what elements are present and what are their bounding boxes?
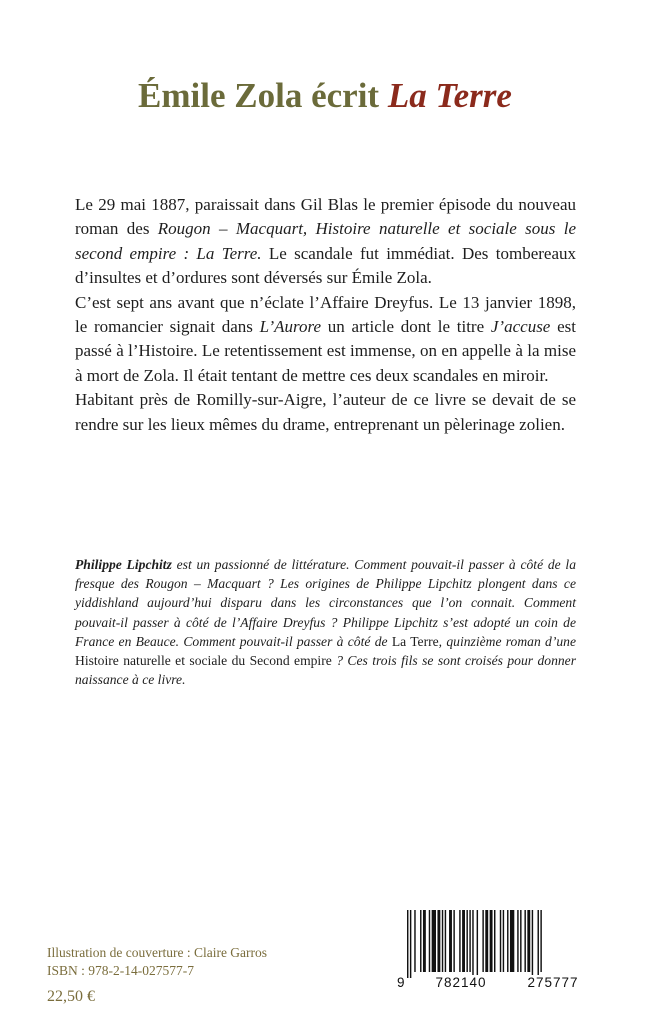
barcode-bar [485,910,488,972]
summary-p1-italic: Rougon – Macquart, Histoire naturelle et sociale sous le second empire : La Terre. [75,219,576,263]
author-name: Philippe Lipchitz [75,557,172,572]
barcode-bar [538,910,539,978]
barcode-bar [445,910,446,972]
summary-p2-italic-jaccuse: J’accuse [490,317,551,337]
summary-text [75,193,576,437]
barcode-digits [395,975,605,990]
barcode-bar [490,910,493,972]
barcode-bar [494,910,495,972]
bio-text-a: est un passionné de littérature. Comment pouvait-il passer à côté de la fresque des Rougon – Macquart ? Les origines de Philippe Lipchitz plongent dans ce yiddishland aujourd’hui disparu dans les circonstances que l’on connait. Comment pouvait-il passer à côté de l’Affaire Dreyfus ? Philippe Lipchitz s’est adopté un coin de France en Beauce. Comment pouvait-il passer à côté de [75,557,577,649]
barcode-bar [520,910,521,972]
barcode-bar [462,910,465,972]
barcode-bar [437,910,440,972]
bio-text-e: ? Ces trois fils se sont croisés pour donner naissance à ce livre. [75,653,576,688]
barcode-bar [407,910,408,978]
barcode-bar [432,910,436,972]
barcode-bar [510,910,514,972]
barcode-lead-digit: 9 [397,975,406,990]
barcode-bar [420,910,421,972]
barcode-bar [442,910,443,972]
summary-p2-text-a: C’est sept ans avant que n’éclate l’Affaire Dreyfus. Le 13 janvier 1898, le romancier signait dans [75,292,576,337]
barcode-bar [532,910,533,978]
barcode-bar [429,910,430,972]
barcode-bar [453,910,454,972]
summary-p2-text-c: un article dont le titre [321,317,491,337]
barcode-bar [414,910,415,972]
bio-text-histoire: Histoire naturelle et sociale du Second empire [75,653,332,669]
author-bio [75,555,576,689]
book-title [0,74,650,118]
barcode-bars [395,910,605,978]
bio-text-c: , quinzième roman d’une [438,633,576,649]
barcode-bar [466,910,467,972]
barcode-bar [469,910,470,972]
barcode-bar [500,910,501,972]
summary-paragraph-3: Habitant près de Romilly-sur-Aigre, l’auteur de ce livre se devait de se rendre sur les lieux mêmes du drame, entreprenant un pèlerinage zolien. [75,390,576,434]
barcode-bar [517,910,518,972]
summary-paragraph-1 [75,193,576,291]
summary-p1-text-c: Le scandale fut immédiat. Des tombereaux d’insultes et d’ordures sont déversés sur Émile Zola. [75,243,576,288]
barcode-bar [507,910,508,972]
barcode-bar [459,910,460,972]
barcode-group-2: 275777 [507,975,599,990]
barcode-bar [472,910,473,978]
isbn-barcode [395,910,605,998]
barcode-bar [423,910,426,972]
barcode-bar [410,910,411,978]
barcode-group-1: 782140 [415,975,507,990]
barcode-bar [540,910,541,972]
summary-p1-text-a: Le 29 mai 1887, paraissait dans Gil Blas le premier épisode du nouveau roman des [75,195,576,239]
barcode-bar [503,910,504,972]
barcode-bar [527,910,530,972]
bio-text-la-terre: La Terre [391,633,439,649]
barcode-bar [477,910,478,978]
credits [47,944,267,980]
barcode-bar [482,910,483,972]
summary-paragraph-2 [75,291,576,389]
barcode-bar [449,910,452,972]
isbn: ISBN : 978-2-14-027577-7 [47,963,194,978]
summary-p2-text-e: est passé à l’Histoire. Le retentissement est immense, on en appelle à la mise à mort de Zola. Il était tentant de mettre ces deux scandales en miroir. [75,317,576,385]
title-main: Émile Zola écrit [138,76,380,115]
title-italic: La Terre [387,76,512,115]
price: 22,50 € [47,988,95,1005]
barcode-bar [524,910,525,972]
illustration-credit: Illustration de couverture : Claire Garros [47,945,268,960]
summary-p2-italic-aurore: L’Aurore [259,317,322,337]
